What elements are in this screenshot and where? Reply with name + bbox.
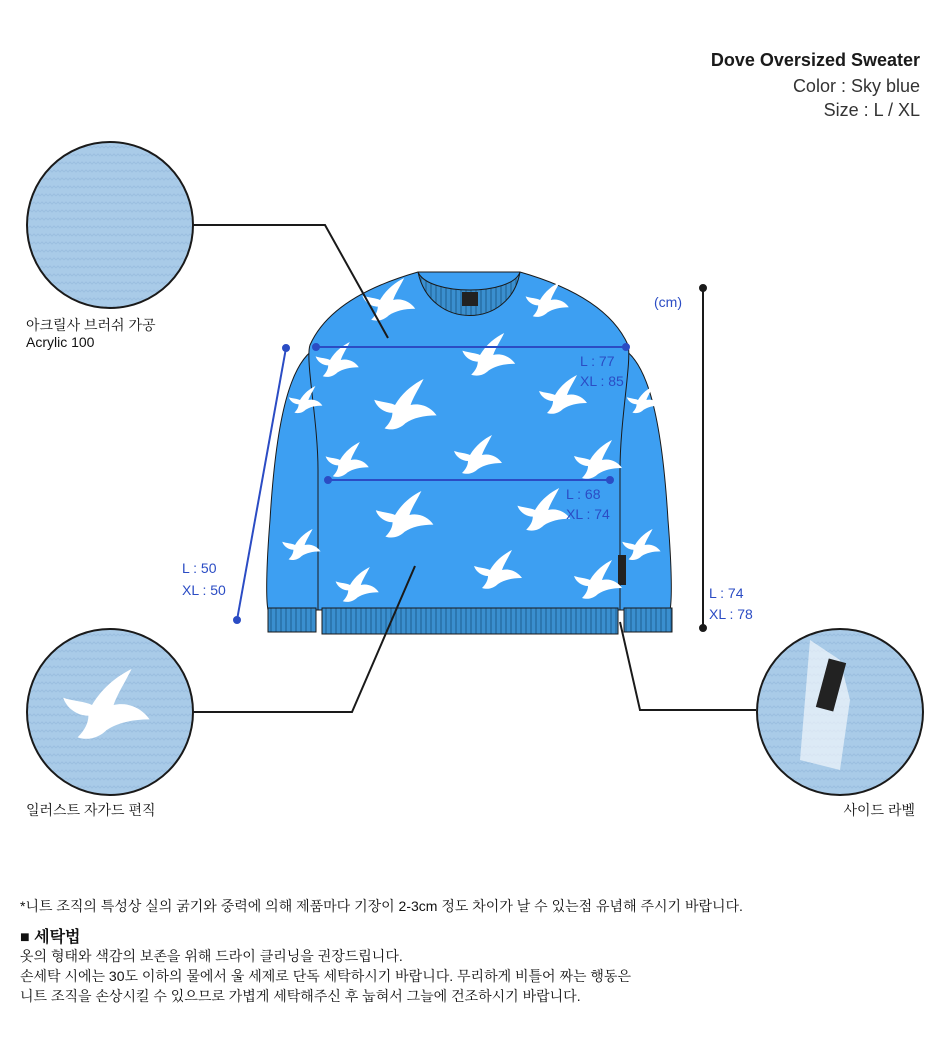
chest-xl: XL : 74 bbox=[566, 506, 610, 522]
fabric-swatch-circle bbox=[27, 142, 193, 308]
right-sleeve bbox=[620, 347, 671, 610]
unit-label: (cm) bbox=[654, 294, 682, 310]
fabric-sub-label: Acrylic 100 bbox=[26, 334, 95, 350]
wash-line-2: 손세탁 시에는 30도 이하의 물에서 울 세제로 단독 세탁하시기 바랍니다. 무리하게 비틀어 짜는 행동은 bbox=[20, 968, 631, 984]
product-name: Dove Oversized Sweater bbox=[710, 50, 920, 70]
knit-label: 일러스트 자가드 편직 bbox=[26, 802, 156, 818]
length-l: L : 74 bbox=[709, 585, 744, 601]
shoulder-l: L : 77 bbox=[580, 353, 615, 369]
right-cuff bbox=[624, 608, 672, 632]
disclaimer-note: *니트 조직의 특성상 실의 굵기와 중력에 의해 제품마다 기장이 2-3cm 정도 차이가 날 수 있는점 유념해 주시기 바랍니다. bbox=[20, 898, 743, 914]
sleeve-xl: XL : 50 bbox=[182, 582, 226, 598]
hem-rib bbox=[322, 608, 618, 634]
fabric-label: 아크릴사 브러쉬 가공 bbox=[26, 317, 156, 333]
length-xl: XL : 78 bbox=[709, 606, 753, 622]
wash-line-3: 니트 조직을 손상시킬 수 있으므로 가볍게 세탁해주신 후 눕혀서 그늘에 건조하시기 바랍니다. bbox=[20, 988, 581, 1004]
sleeve-l: L : 50 bbox=[182, 560, 217, 576]
shoulder-xl: XL : 85 bbox=[580, 373, 624, 389]
wash-title: ■ 세탁법 bbox=[20, 929, 81, 946]
product-color: Color : Sky blue bbox=[792, 76, 920, 96]
left-cuff bbox=[268, 608, 316, 632]
jacquard-swatch-circle bbox=[27, 629, 193, 795]
left-sleeve bbox=[267, 347, 318, 610]
sweater-body bbox=[309, 272, 629, 610]
side-label-circle bbox=[757, 629, 923, 795]
wash-line-1: 옷의 형태와 색감의 보존을 위해 드라이 클리닝을 권장드립니다. bbox=[20, 948, 403, 964]
product-size: Size : L / XL bbox=[823, 100, 920, 120]
chest-l: L : 68 bbox=[566, 486, 601, 502]
side-label: 사이드 라벨 bbox=[843, 802, 915, 818]
